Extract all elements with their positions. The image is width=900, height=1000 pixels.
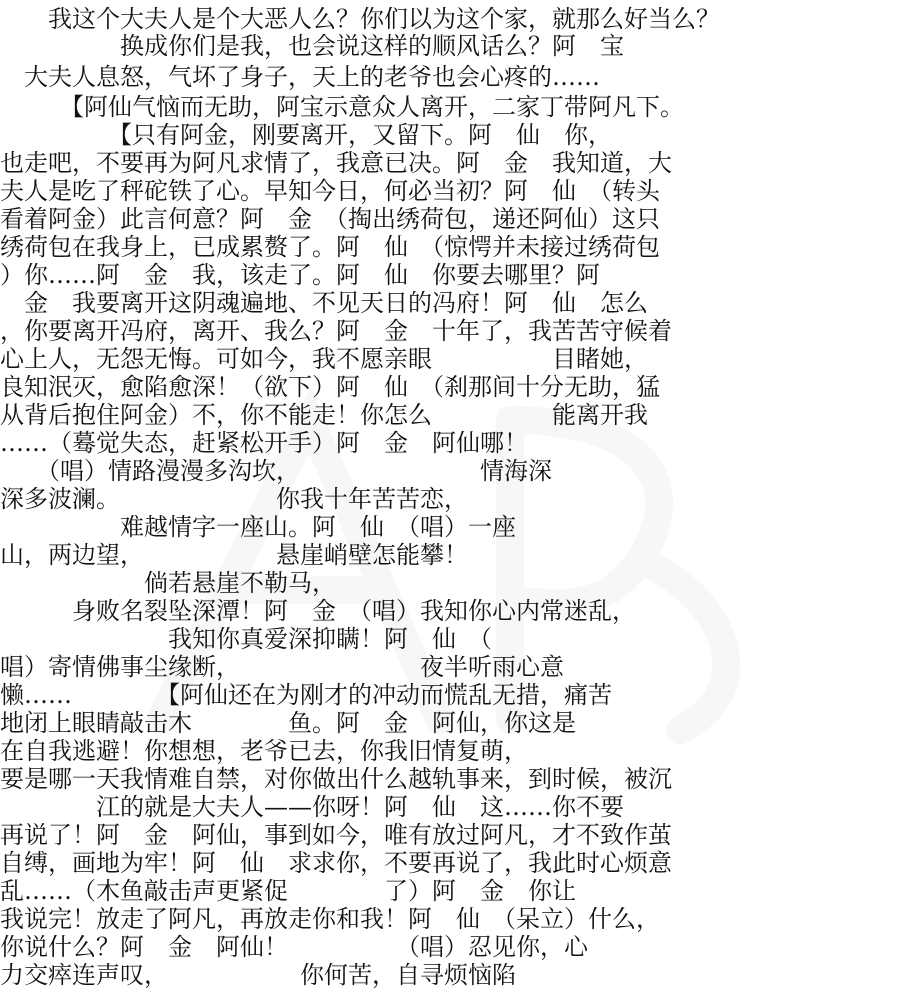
script-line: 你说什么？阿 金 阿仙！ （唱）忍见你，心 (0, 933, 588, 961)
script-line: 再说了！阿 金 阿仙，事到如今，唯有放过阿凡，才不致作茧 (0, 821, 672, 849)
script-line: 自缚，画地为牢！阿 仙 求求你，不要再说了，我此时心烦意 (0, 849, 672, 877)
script-line: 唱）寄情佛事尘缘断， 夜半听雨心意 (0, 653, 564, 681)
script-line: 从背后抱住阿金）不，你不能走！你怎么 能离开我 (0, 401, 648, 429)
script-line: 乱……（木鱼敲击声更紧促 了）阿 金 你让 (0, 877, 576, 905)
script-line: 懒…… 【阿仙还在为刚才的冲动而慌乱无措，痛苦 (0, 681, 612, 709)
script-line: ，你要离开冯府，离开、我么？阿 金 十年了，我苦苦守候着 (0, 317, 672, 345)
script-line: 看着阿金）此言何意？阿 金 （掏出绣荷包，递还阿仙）这只 (0, 205, 660, 233)
script-line: 江的就是大夫人——你呀！阿 仙 这……你不要 (0, 793, 624, 821)
script-line: 在自我逃避！你想想，老爷已去，你我旧情复萌， (0, 737, 528, 765)
script-line: 良知泯灭，愈陷愈深！（欲下）阿 仙 （刹那间十分无助，猛 (0, 373, 660, 401)
script-line: 也走吧，不要再为阿凡求情了，我意已决。阿 金 我知道，大 (0, 149, 672, 177)
script-line: ）你……阿 金 我，该走了。阿 仙 你要去哪里？阿 (0, 261, 600, 289)
script-line: 大夫人息怒，气坏了身子，天上的老爷也会心疼的…… (0, 63, 600, 91)
script-line: 力交瘁连声叹， 你何苦，自寻烦恼陷 (0, 961, 516, 989)
script-line: 要是哪一天我情难自禁，对你做出什么越轨事来，到时候，被沉 (0, 765, 672, 793)
script-line: 我知你真爱深抑瞒！阿 仙 （ (0, 625, 492, 653)
script-line: 心上人，无怨无悔。可如今，我不愿亲眼 目睹她， (0, 345, 648, 373)
script-line: 夫人是吃了秤砣铁了心。早知今日，何必当初？阿 仙 （转头 (0, 177, 660, 205)
script-line: 倘若悬崖不勒马， (0, 569, 336, 597)
script-line: 我说完！放走了阿凡，再放走你和我！阿 仙 （呆立）什么， (0, 905, 660, 933)
script-line: 【阿仙气恼而无助，阿宝示意众人离开，二家丁带阿凡下。 (0, 93, 684, 121)
script-line: 难越情字一座山。阿 仙 （唱）一座 (0, 513, 516, 541)
script-line: 【只有阿金，刚要离开，又留下。阿 仙 你， (0, 121, 612, 149)
script-line: （唱）情路漫漫多沟坎， 情海深 (0, 457, 552, 485)
script-line: 换成你们是我，也会说这样的顺风话么？阿 宝 (0, 32, 624, 60)
script-line: 金 我要离开这阴魂遍地、不见天日的冯府！阿 仙 怎么 (0, 289, 648, 317)
script-line: ……（蓦觉失态，赶紧松开手）阿 金 阿仙哪！ (0, 429, 528, 457)
script-line: 绣荷包在我身上，已成累赘了。阿 仙 （惊愕并未接过绣荷包 (0, 233, 660, 261)
script-line: 深多波澜。 你我十年苦苦恋， (0, 485, 468, 513)
script-line: 身败名裂坠深潭！阿 金 （唱）我知你心内常迷乱， (0, 597, 636, 625)
script-line: 地闭上眼睛敲击木 鱼。阿 金 阿仙，你这是 (0, 709, 576, 737)
script-line: 我这个大夫人是个大恶人么？你们以为这个家，就那么好当么？ (0, 5, 720, 33)
script-line: 山，两边望， 悬崖峭壁怎能攀！ (0, 541, 468, 569)
